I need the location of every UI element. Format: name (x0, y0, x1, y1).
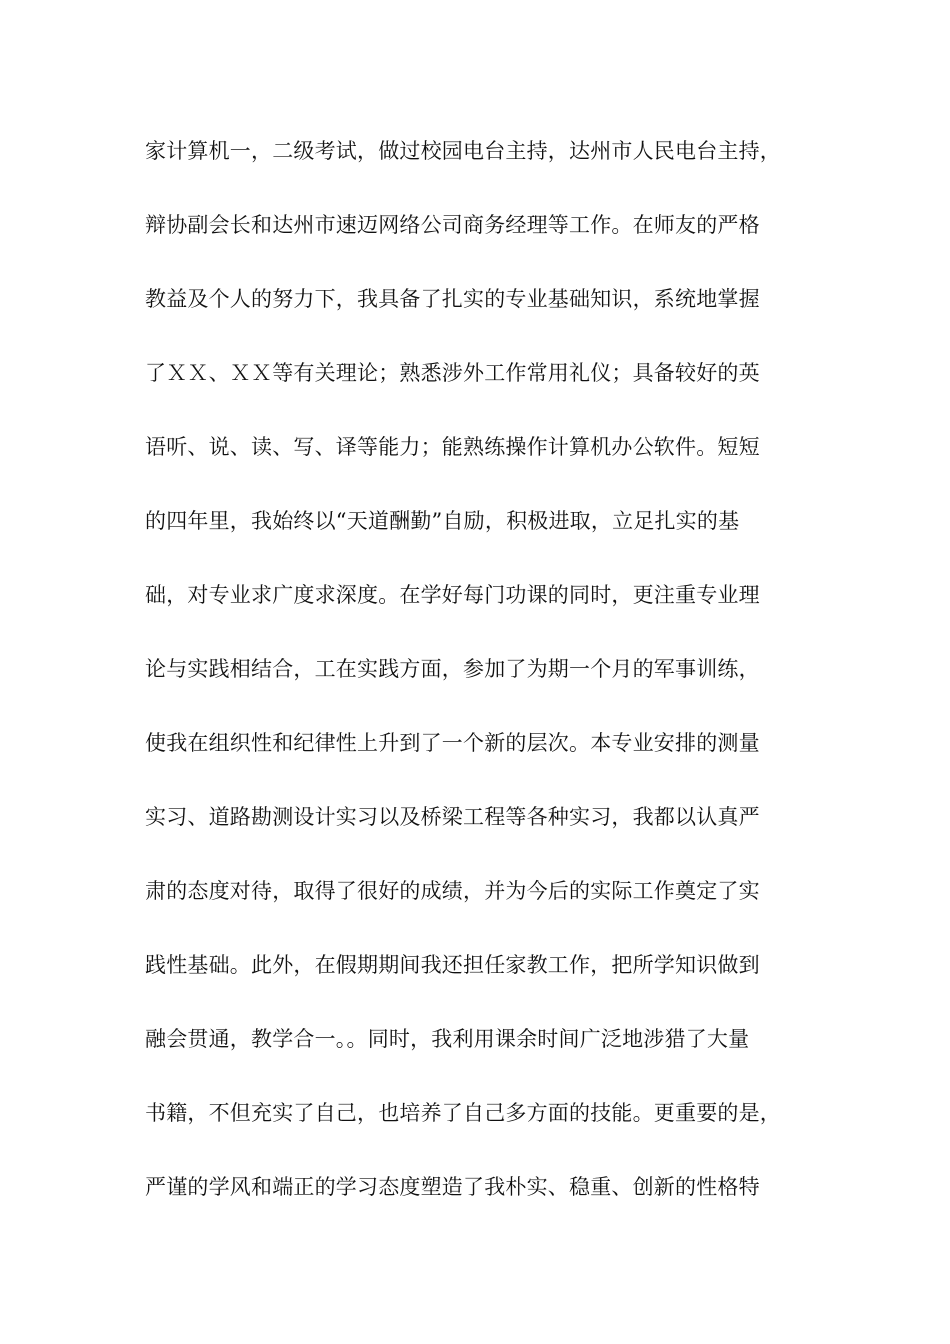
text-line-4: 了ＸＸ、ＸＸ等有关理论；熟悉涉外工作常用礼仪；具备较好的英 (145, 361, 760, 385)
text-line-13: 融会贯通，教学合一。。同时，我利用课余时间广泛地涉猎了大量 (145, 1027, 750, 1051)
text-line-1: 家计算机一，二级考试，做过校园电台主持，达州市人民电台主持， (145, 139, 781, 163)
body-text (145, 131, 835, 1241)
text-line-9: 使我在组织性和纪律性上升到了一个新的层次。本专业安排的测量 (145, 731, 760, 755)
text-line-2: 辩协副会长和达州市速迈网络公司商务经理等工作。在师友的严格 (145, 213, 760, 237)
text-line-3: 教益及个人的努力下，我具备了扎实的专业基础知识，系统地掌握 (145, 287, 760, 311)
text-line-11: 肃的态度对待，取得了很好的成绩，并为今后的实际工作奠定了实 (145, 879, 760, 903)
text-line-6: 的四年里，我始终以“天道酬勤”自励，积极进取，立足扎实的基 (145, 509, 740, 533)
text-line-8: 论与实践相结合，工在实践方面，参加了为期一个月的军事训练， (145, 657, 760, 681)
text-line-10: 实习、道路勘测设计实习以及桥梁工程等各种实习，我都以认真严 (145, 805, 760, 829)
text-line-15: 严谨的学风和端正的学习态度塑造了我朴实、稳重、创新的性格特 (145, 1175, 760, 1199)
text-line-14: 书籍，不但充实了自己，也培养了自己多方面的技能。更重要的是， (145, 1101, 781, 1125)
text-line-12: 践性基础。此外，在假期期间我还担任家教工作，把所学知识做到 (145, 953, 760, 977)
text-line-7: 础，对专业求广度求深度。在学好每门功课的同时，更注重专业理 (145, 583, 760, 607)
text-line-5: 语听、说、读、写、译等能力；能熟练操作计算机办公软件。短短 (145, 435, 760, 459)
